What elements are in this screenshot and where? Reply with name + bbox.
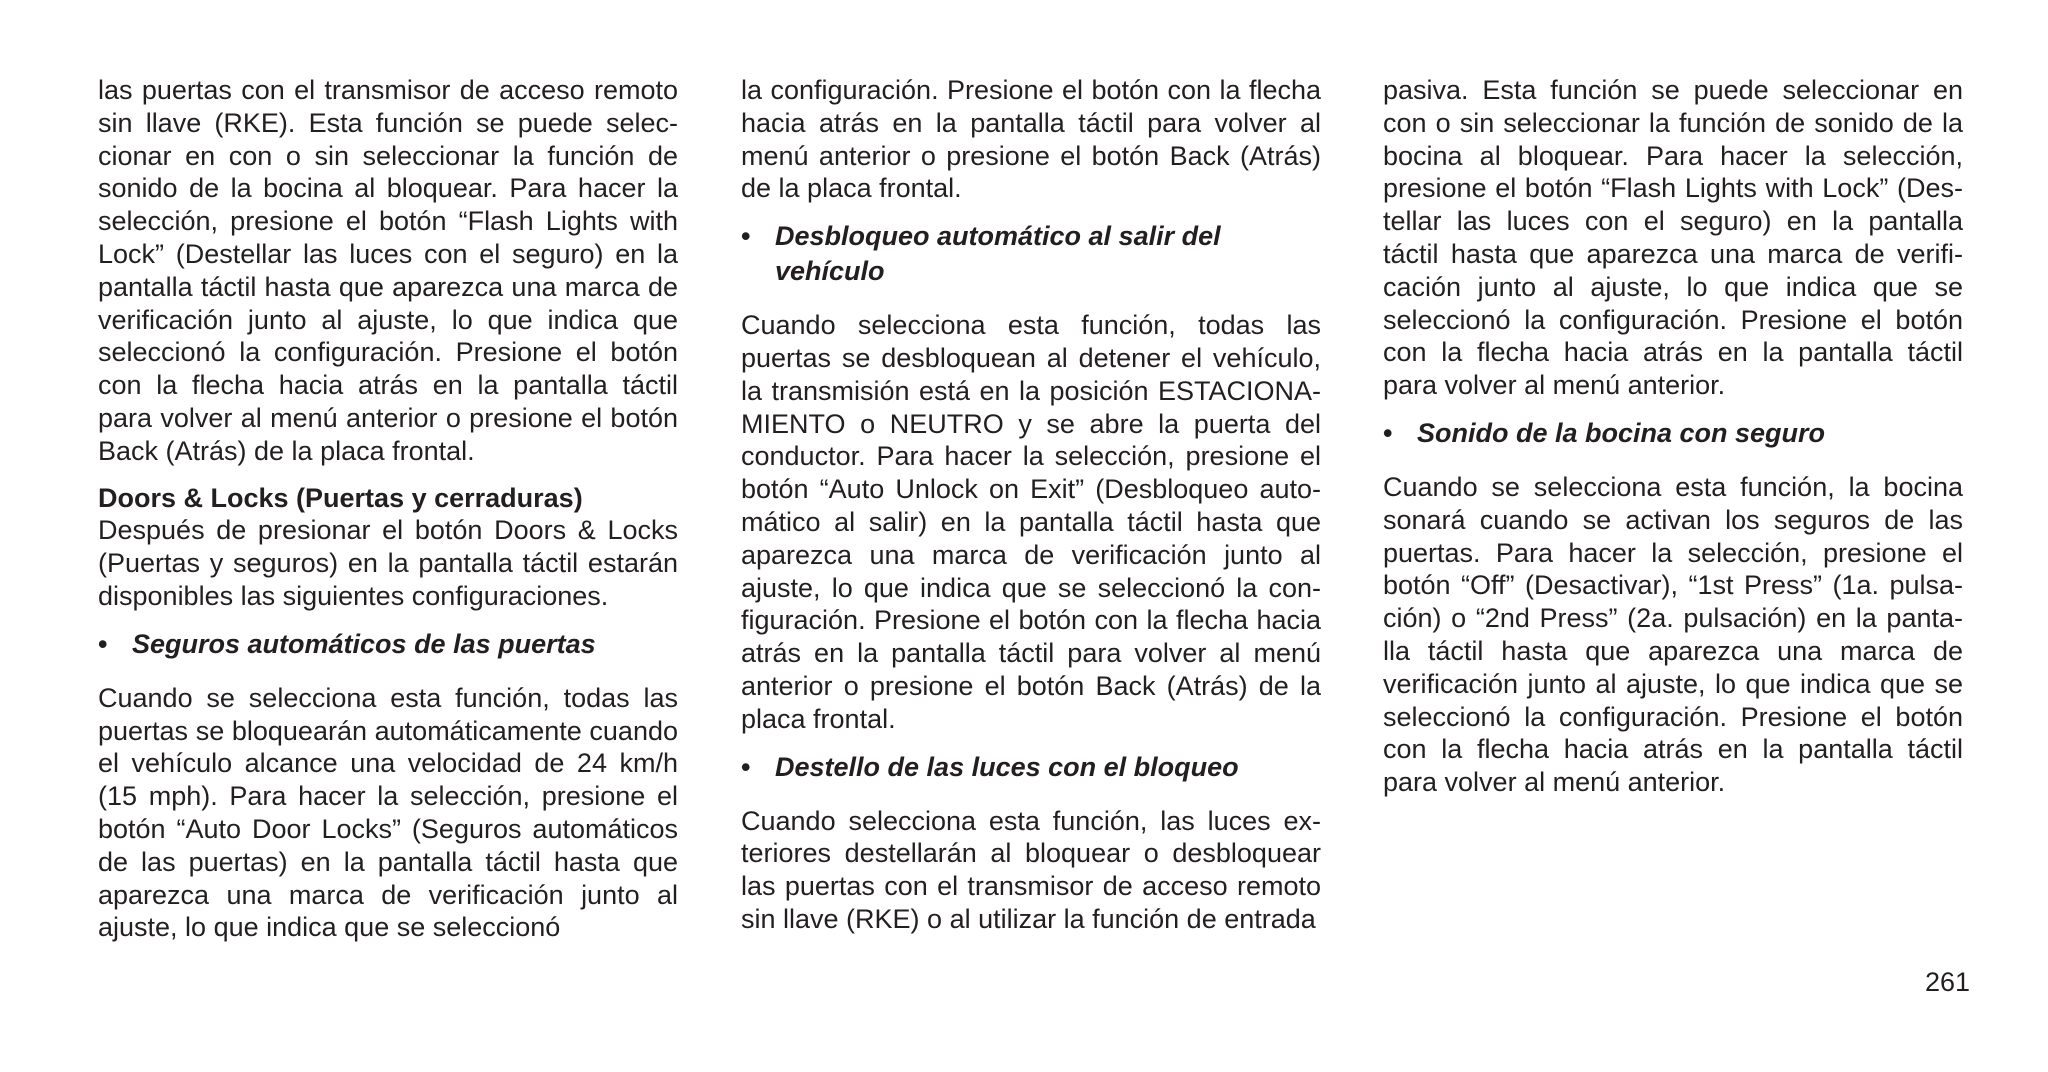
column-middle — [741, 74, 1321, 950]
bullet-icon: • — [741, 751, 751, 782]
paragraph: Cuando selecciona esta función, las luces exteriores destellarán al bloquear o desbloquear las puertas con el transmisor de acceso remoto sin llave (RKE) o al utilizar la función de entrada — [741, 805, 1321, 934]
bullet-heading — [1383, 416, 1963, 451]
bullet-heading — [741, 750, 1321, 785]
bullet-heading-text: Seguros automáticos de las puertas — [132, 628, 596, 659]
paragraph: Cuando selecciona esta función, todas las puertas se desbloquean al detener el vehículo, la transmisión está en la posición ESTACIONAMIENTO o NEUTRO y se abre la puerta del conductor. Para hacer la selección, presione el botón “Auto Unlock on Exit” (Desbloqueo automático al salir) en la pantalla táctil hasta que aparezca una marca de verificación junto al ajuste, lo que indica que se seleccionó la configuración. Presione el botón con la flecha hacia atrás en la pantalla táctil para volver al menú anterior o presione el botón Back (Atrás) de la placa frontal. — [741, 310, 1321, 734]
bullet-heading — [98, 627, 678, 662]
paragraph: Después de presionar el botón Doors & Locks (Puertas y seguros) en la pantalla táctil estarán disponibles las siguientes configuraciones. — [98, 515, 678, 611]
paragraph: las puertas con el transmisor de acceso remoto sin llave (RKE). Esta función se puede seleccionar en con o sin seleccionar la función de sonido de la bocina al bloquear. Para hacer la selección, presione el botón “Flash Lights with Lock” (Destellar las luces con el seguro) en la pantalla táctil hasta que aparezca una marca de verificación junto al ajuste, lo que indica que seleccionó la configuración. Presione el botón con la flecha hacia atrás en la pantalla táctil para volver al menú anterior o presione el botón Back (Atrás) de la placa frontal. — [98, 75, 678, 466]
bullet-icon: • — [1383, 417, 1393, 448]
page-number: 261 — [1924, 967, 1970, 997]
paragraph: la configuración. Presione el botón con la flecha hacia atrás en la pantalla táctil para volver al menú anterior o presione el botón Back (Atrás) de la placa frontal. — [741, 75, 1321, 204]
bullet-heading-text: Destello de las luces con el bloqueo — [775, 751, 1239, 782]
bullet-heading-text: Sonido de la bocina con seguro — [1417, 417, 1826, 448]
bullet-heading-text: Desbloqueo automático al salir del vehículo — [775, 221, 1221, 287]
paragraph: pasiva. Esta función se puede seleccionar en con o sin seleccionar la función de sonido de la bocina al bloquear. Para hacer la selección, presione el botón “Flash Lights with Lock” (Destellar las luces con el seguro) en la pantalla táctil hasta que aparezca una marca de verificación junto al ajuste, lo que indica que se seleccionó la configuración. Presione el botón con la flecha hacia atrás en la pantalla táctil para volver al menú anterior. — [1383, 75, 1963, 401]
paragraph: Cuando se selecciona esta función, todas las puertas se bloquearán automáticamente cuando el vehículo alcance una velocidad de 24 km/h (15 mph). Para hacer la selección, presione el botón “Auto Door Locks” (Seguros automáticos de las puertas) en la pantalla táctil hasta que aparezca una marca de verificación junto al ajuste, lo que indica que se seleccionó — [98, 682, 678, 943]
bullet-heading — [741, 219, 1321, 289]
section-heading: Doors & Locks (Puertas y cerraduras) — [98, 482, 583, 513]
paragraph: Cuando se selecciona esta función, la bocina sonará cuando se activan los seguros de las puertas. Para hacer la selección, presione el botón “Off” (Desactivar), “1st Press” (1a. pulsación) o “2nd Press” (2a. pulsación) en la pantalla táctil hasta que aparezca una marca de verificación junto al ajuste, lo que indica que se seleccionó la configuración. Presione el botón con la flecha hacia atrás en la pantalla táctil para volver al menú anterior. — [1383, 471, 1963, 798]
column-left — [98, 74, 678, 958]
bullet-icon: • — [741, 221, 751, 252]
column-right — [1383, 74, 1963, 813]
bullet-icon: • — [98, 628, 108, 659]
